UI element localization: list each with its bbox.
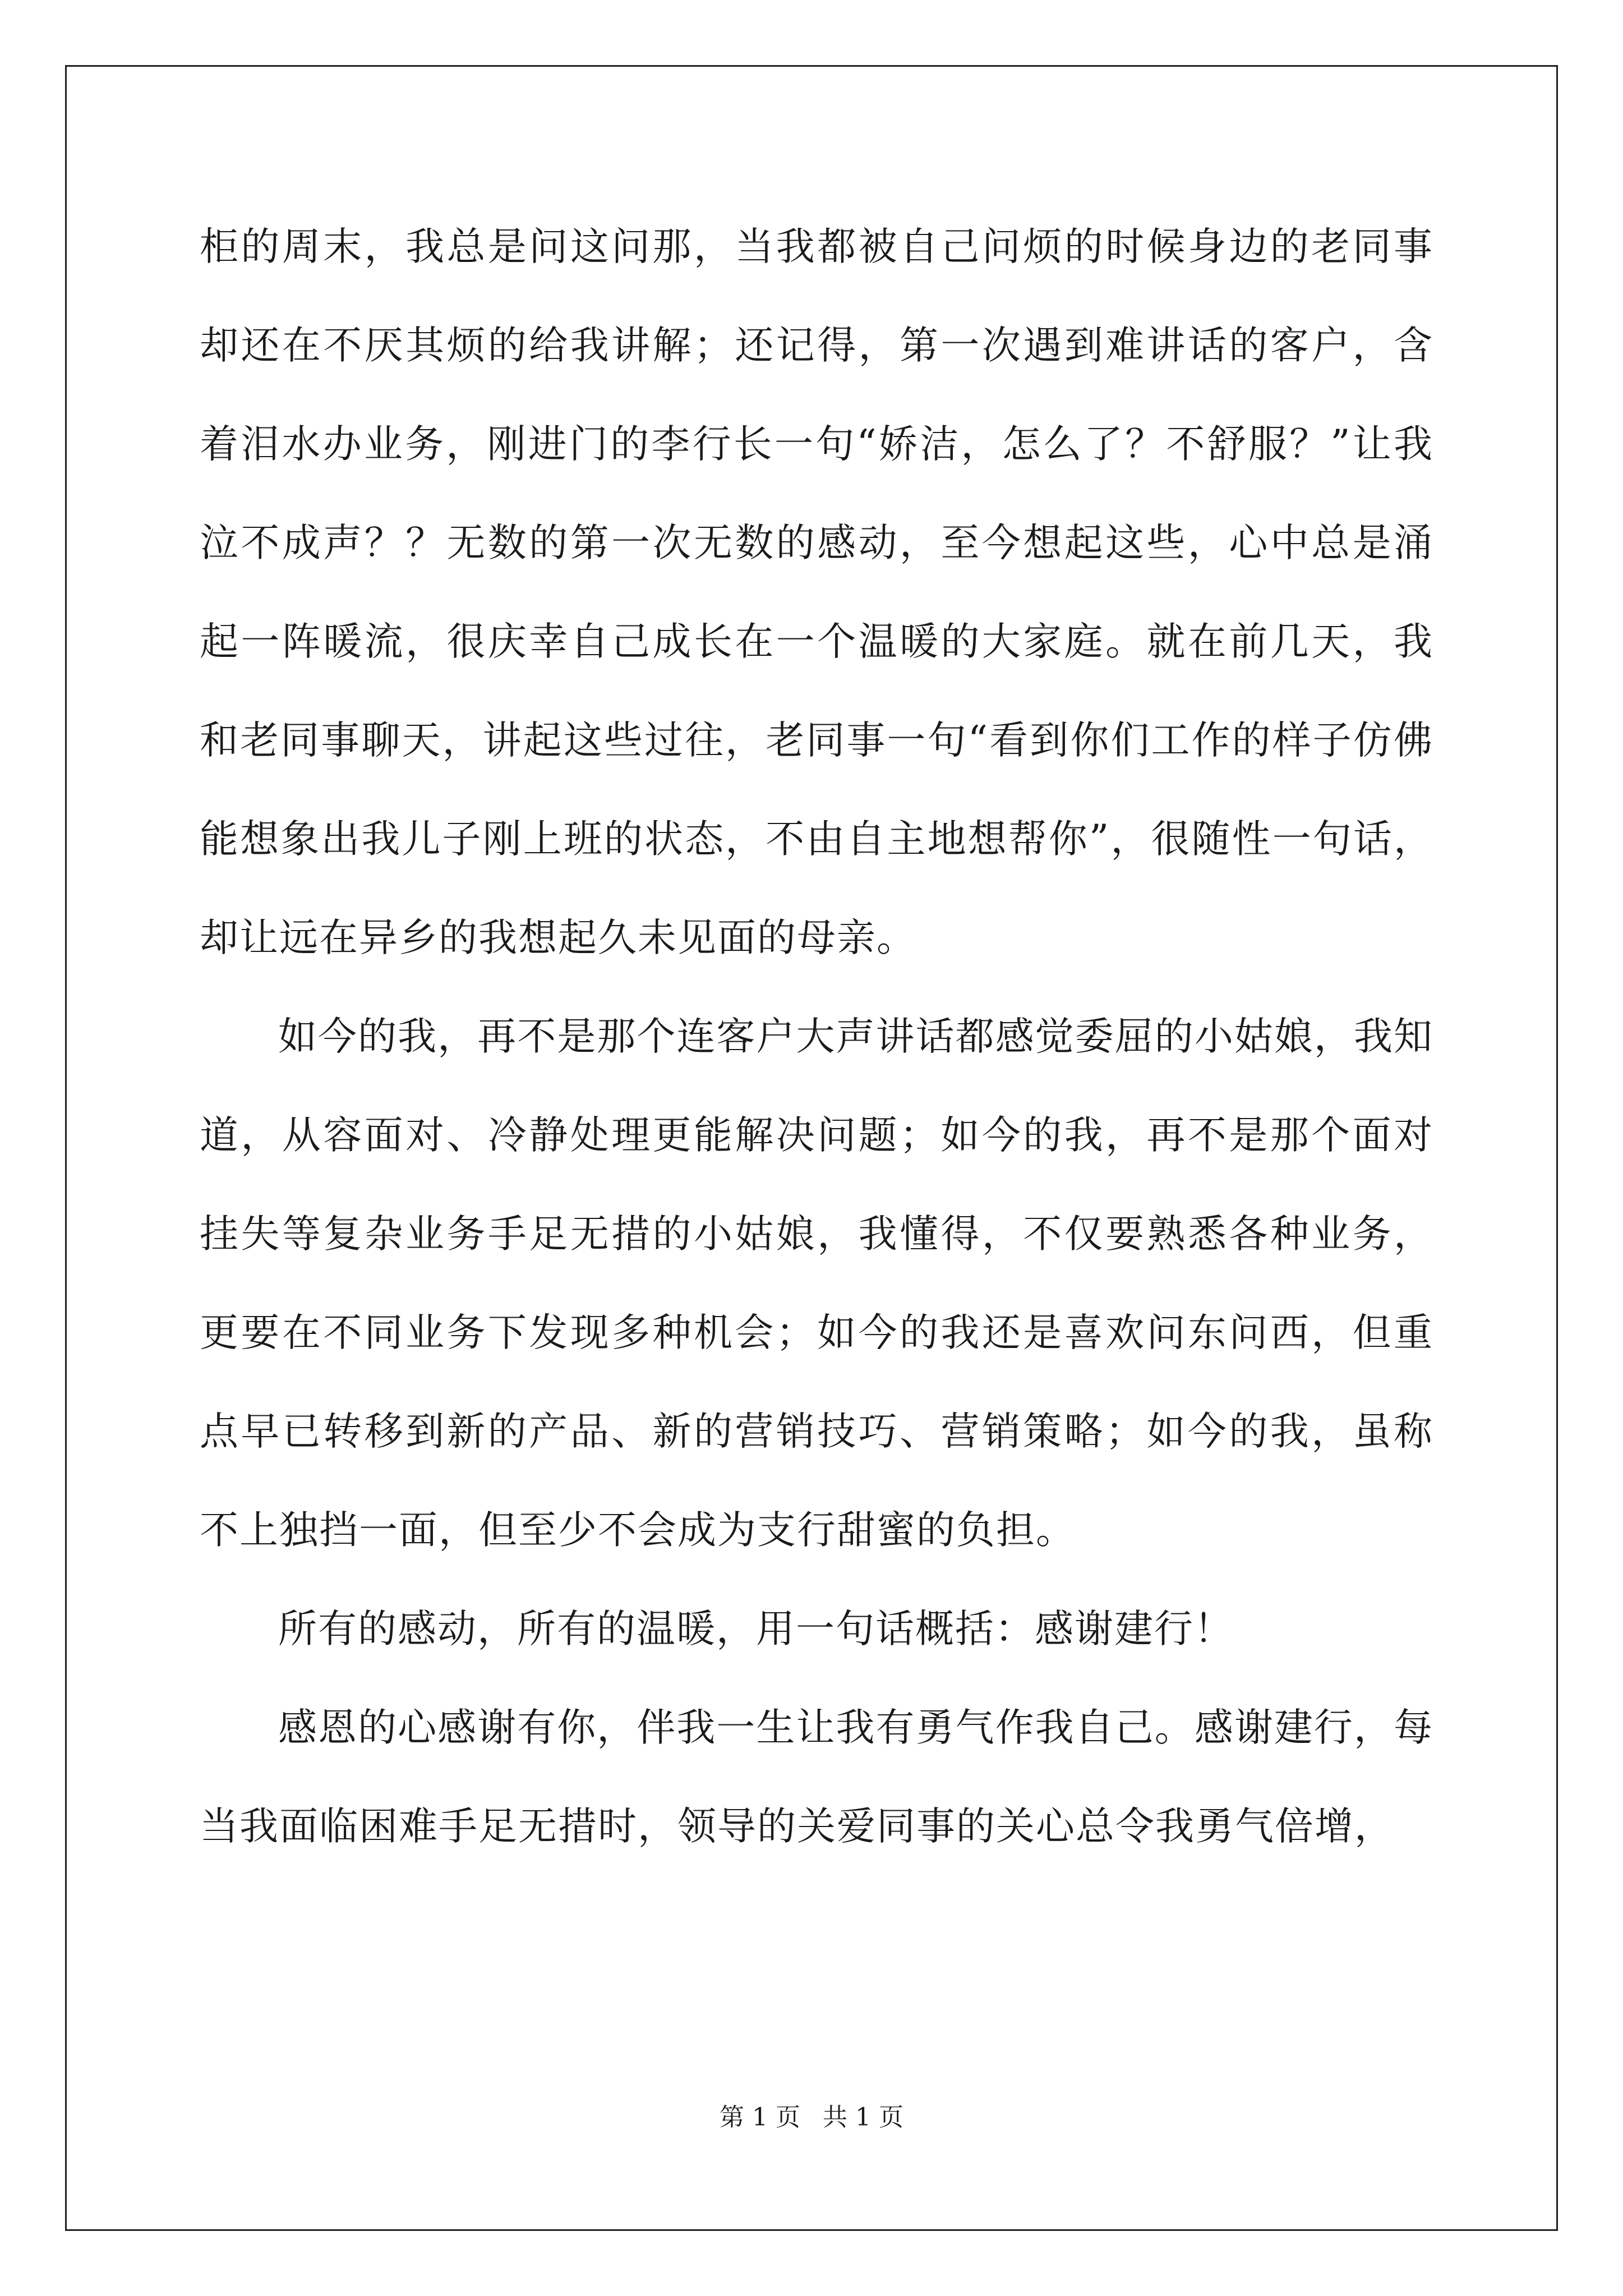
paragraph-4: 感恩的心感谢有你，伴我一生让我有勇气作我自己。感谢建行，每当我面临困难手足无措时，领导的关爱同事的关心总令我勇气倍增， [200, 1705, 1433, 1849]
paragraph-3: 所有的感动，所有的温暖，用一句话概括：感谢建行！ [278, 1607, 1234, 1651]
page-footer [0, 2097, 1623, 2133]
document-body [200, 197, 1433, 1876]
paragraph-2: 如今的我，再不是那个连客户大声讲话都感觉委屈的小姑娘，我知道，从容面对、冷静处理更能解决问题；如今的我，再不是那个面对挂失等复杂业务手足无措的小姑娘，我懂得，不仅要熟悉各种业务，更要在不同业务下发现多种机会；如今的我还是喜欢问东问西，但重点早已转移到新的产品、新的营销技巧、营销策略；如今的我，虽称不上独挡一面，但至少不会成为支行甜蜜的负担。 [200, 1014, 1433, 1553]
paragraph-1: 柜的周末，我总是问这问那，当我都被自己问烦的时候身边的老同事却还在不厌其烦的给我讲解；还记得，第一次遇到难讲话的客户，含着泪水办业务，刚进门的李行长一句“娇洁，怎么了？不舒服？”让我泣不成声？？无数的第一次无数的感动，至今想起这些，心中总是涌起一阵暖流，很庆幸自己成长在一个温暖的大家庭。就在前几天，我和老同事聊天，讲起这些过往，老同事一句“看到你们工作的样子仿佛能想象出我儿子刚上班的状态，不由自主地想帮你”，很随性一句话，却让远在异乡的我想起久未见面的母亲。 [200, 224, 1433, 960]
page-number: 第 1 页 [720, 2103, 800, 2132]
page-total: 共 1 页 [823, 2103, 903, 2132]
